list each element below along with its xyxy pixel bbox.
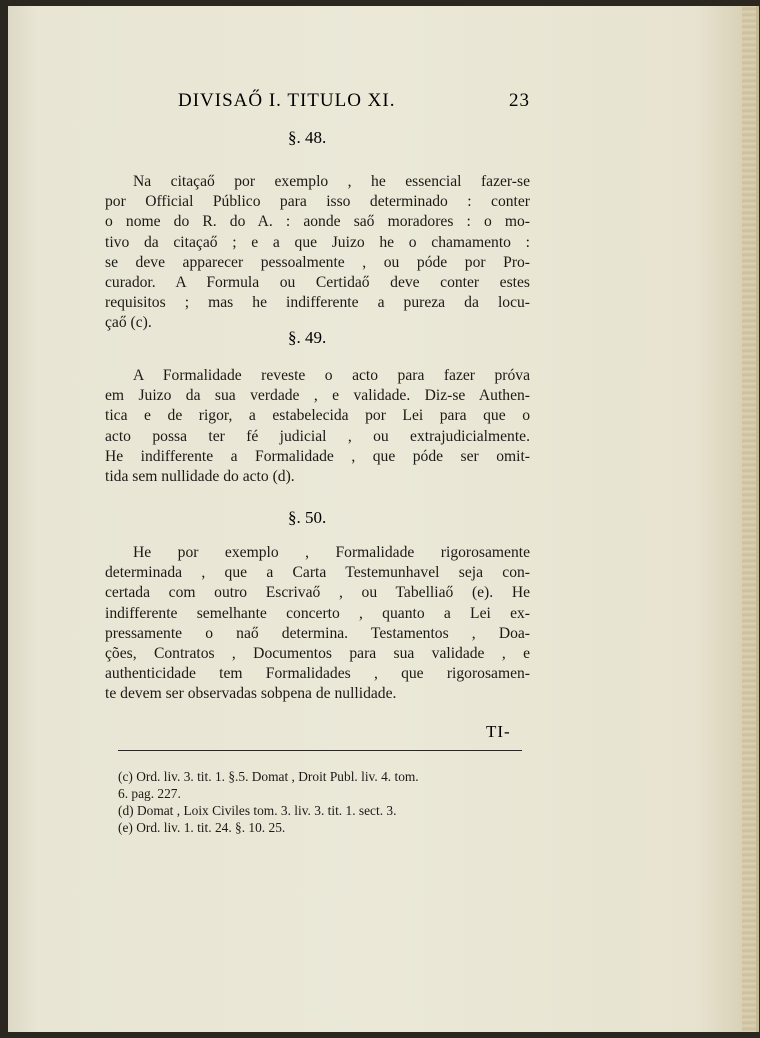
text-line: He por exemplo , Formalidade rigorosamente: [133, 544, 530, 561]
text-line: se deve apparecer pessoalmente , ou póde por Pro-: [105, 253, 530, 271]
text-line: pressamente o naő determina. Testamentos , Doa-: [105, 624, 530, 642]
text-line: determinada , que a Carta Testemunhavel seja con-: [105, 564, 530, 582]
page-edge: [742, 6, 756, 1032]
text-line: authenticidade tem Formalidades , que rigorosamen-: [105, 665, 530, 683]
page-number: 23: [509, 90, 530, 111]
section-mark-50: §. 50.: [288, 508, 327, 527]
footnote-c: (c) Ord. liv. 3. tit. 1. §.5. Domat , Droit Publ. liv. 4. tom.: [118, 769, 419, 784]
text-line: requisitos ; mas he indifferente a pureza da locu-: [105, 294, 530, 312]
text-line: curador. A Formula ou Certidaő deve conter estes: [105, 274, 530, 292]
running-title: DIVISAŐ I. TITULO XI.: [178, 90, 396, 111]
text-line: tivo da citaçaő ; e a que Juizo he o chamamento :: [105, 233, 530, 251]
text-line: o nome do R. do A. : aonde saő moradores : o mo-: [105, 213, 530, 231]
footnote-rule: [118, 750, 522, 751]
paragraph-49: [105, 366, 530, 487]
text-line: por Official Público para isso determinado : conter: [105, 193, 530, 211]
catchword: TI-: [486, 722, 511, 741]
text-line: te devem ser observadas sobpena de nullidade.: [105, 685, 397, 703]
text-line: He indifferente a Formalidade , que póde ser omit-: [105, 447, 530, 465]
text-line: indifferente semelhante concerto , quanto a Lei ex-: [105, 604, 530, 622]
book-page: [8, 6, 759, 1032]
paragraph-50: [105, 543, 530, 705]
footnote-c-cont: 6. pag. 227.: [118, 786, 181, 801]
text-line: A Formalidade reveste o acto para fazer próva: [133, 367, 530, 384]
footnote-d: (d) Domat , Loix Civiles tom. 3. liv. 3. tit. 1. sect. 3.: [118, 803, 397, 818]
text-line: tida sem nullidade do acto (d).: [105, 468, 295, 486]
text-line: Na citaçaő por exemplo , he essencial fazer-se: [133, 173, 530, 190]
footnote-e: (e) Ord. liv. 1. tit. 24. §. 10. 25.: [118, 820, 286, 835]
text-line: acto possa ter fé judicial , ou extrajudicialmente.: [105, 427, 530, 445]
running-head: [178, 90, 530, 112]
paragraph-48: [105, 172, 530, 334]
section-mark-49: §. 49.: [288, 328, 327, 347]
text-line: em Juizo da sua verdade , e validade. Diz-se Authen-: [105, 387, 530, 405]
text-line: tica e de rigor, a estabelecida por Lei para que o: [105, 407, 530, 425]
text-line: ções, Contratos , Documentos para sua validade , e: [105, 645, 530, 663]
section-mark-48: §. 48.: [288, 128, 327, 147]
text-line: certada com outro Escrivaő , ou Tabelliaő (e). He: [105, 584, 530, 602]
text-line: çaő (c).: [105, 314, 152, 332]
footnotes: [118, 768, 538, 836]
